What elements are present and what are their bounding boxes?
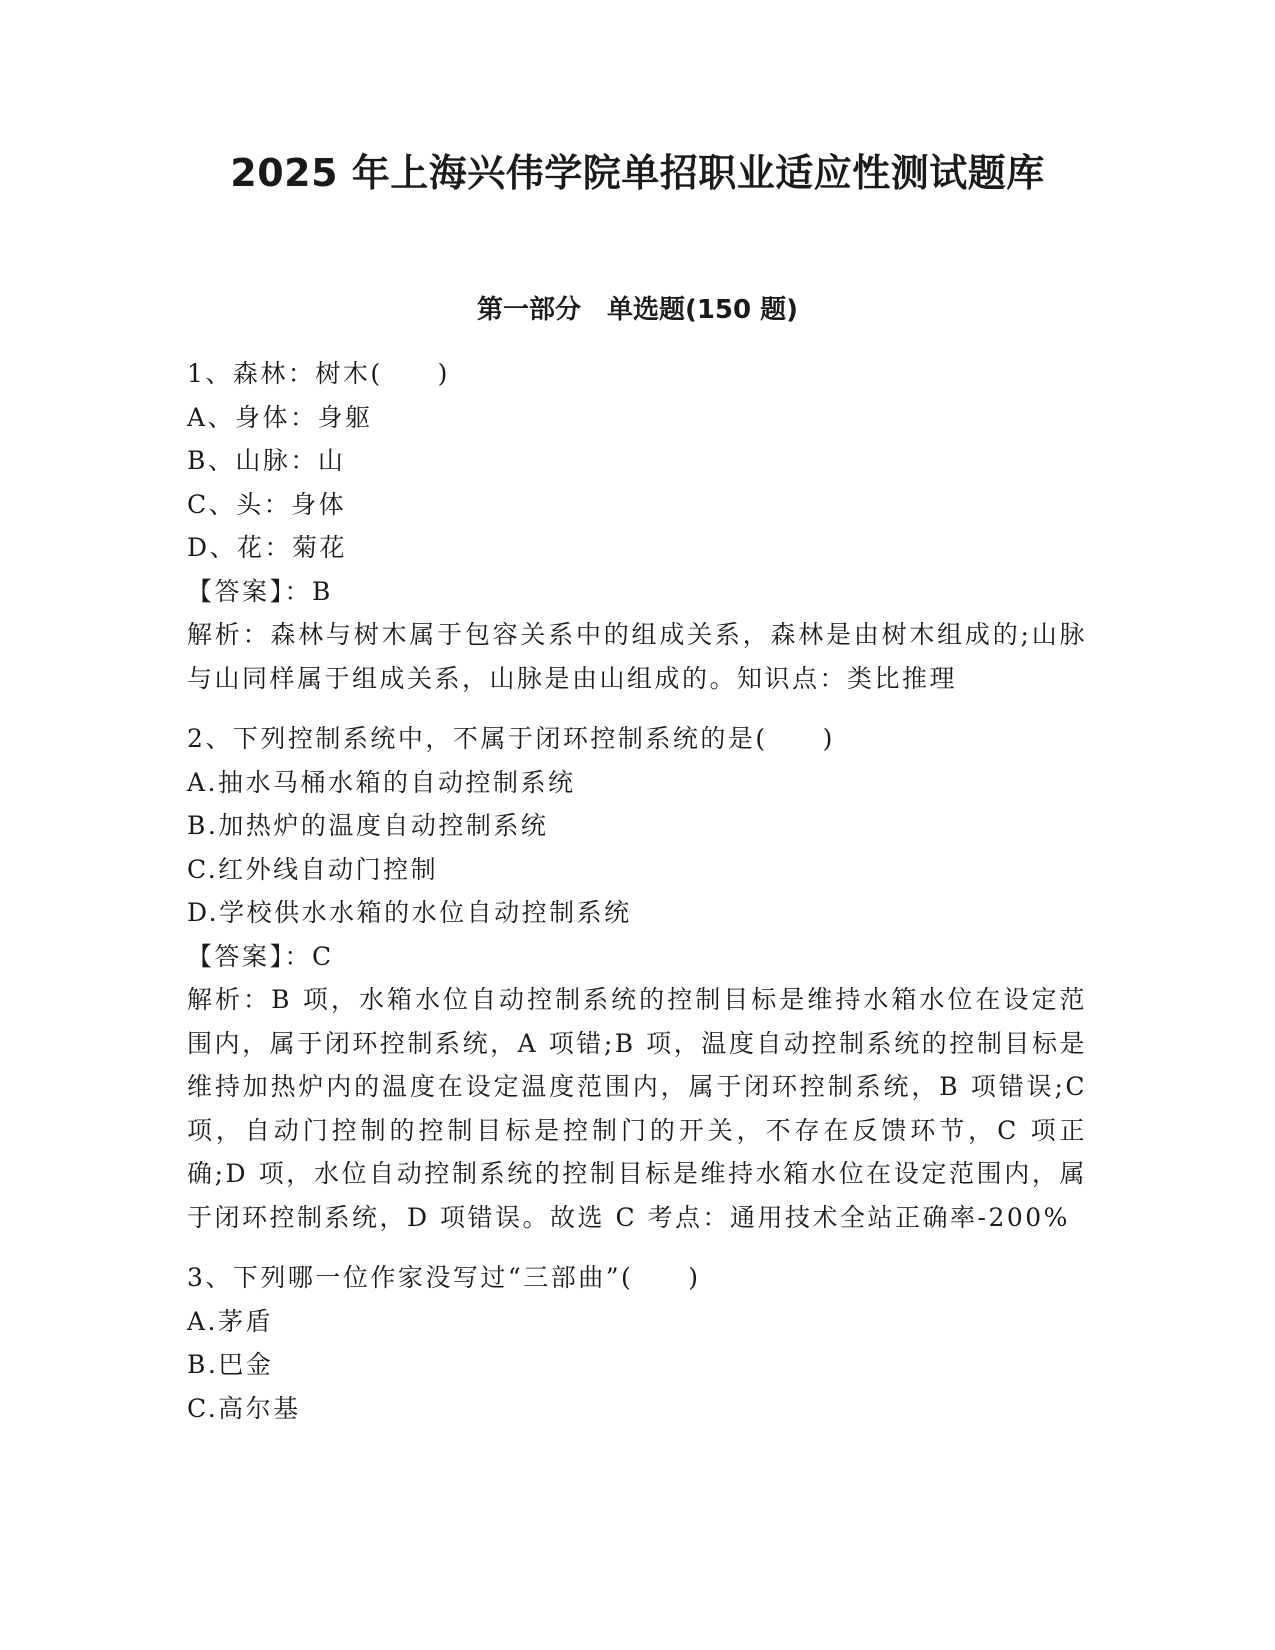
option-a: A.茅盾 <box>187 1306 274 1336</box>
question-stem: 2、下列控制系统中，不属于闭环控制系统的是( ) <box>187 724 835 753</box>
option-c: C、头：身体 <box>187 489 347 519</box>
explanation: 解析：B 项，水箱水位自动控制系统的控制目标是维持水箱水位在设定范围内，属于闭环控制系统，A 项错;B 项，温度自动控制系统的控制目标是维持加热炉内的温度在设定温度范围内，属于闭环控制系统，B 项错误;C 项，自动门控制的控制目标是控制门的开关，不存在反馈环节，C 项正确;D 项，水位自动控制系统的控制目标是维持水箱水位在设定范围内，属于闭环控制系统，D 项错误。故选 C 考点：通用技术全站正确率-200% <box>187 985 1087 1232</box>
option-d: D.学校供水水箱的水位自动控制系统 <box>187 898 632 927</box>
question-3 <box>187 1256 1087 1430</box>
option-b: B.加热炉的温度自动控制系统 <box>187 811 549 840</box>
option-b: B.巴金 <box>187 1350 274 1379</box>
section-heading: 第一部分 单选题(150 题) <box>476 295 799 325</box>
question-stem: 1、森林：树木( ) <box>187 359 450 388</box>
answer: 【答案】：C <box>187 941 334 971</box>
option-d: D、花：菊花 <box>187 533 348 562</box>
option-a: A、身体：身躯 <box>187 402 373 432</box>
question-2 <box>187 717 1087 1239</box>
page-title: 2025 年上海兴伟学院单招职业适应性测试题库 <box>230 151 1045 195</box>
option-a: A.抽水马桶水箱的自动控制系统 <box>187 767 576 797</box>
answer: 【答案】：B <box>187 576 333 606</box>
question-list <box>187 352 1087 1447</box>
option-c: C.红外线自动门控制 <box>187 854 439 884</box>
question-stem: 3、下列哪一位作家没写过“三部曲”( ) <box>187 1263 701 1292</box>
question-1 <box>187 352 1087 700</box>
option-b: B、山脉：山 <box>187 446 346 475</box>
option-c: C.高尔基 <box>187 1393 301 1423</box>
explanation: 解析：森林与树木属于包容关系中的组成关系，森林是由树木组成的;山脉与山同样属于组成关系，山脉是由山组成的。知识点：类比推理 <box>187 620 1087 693</box>
